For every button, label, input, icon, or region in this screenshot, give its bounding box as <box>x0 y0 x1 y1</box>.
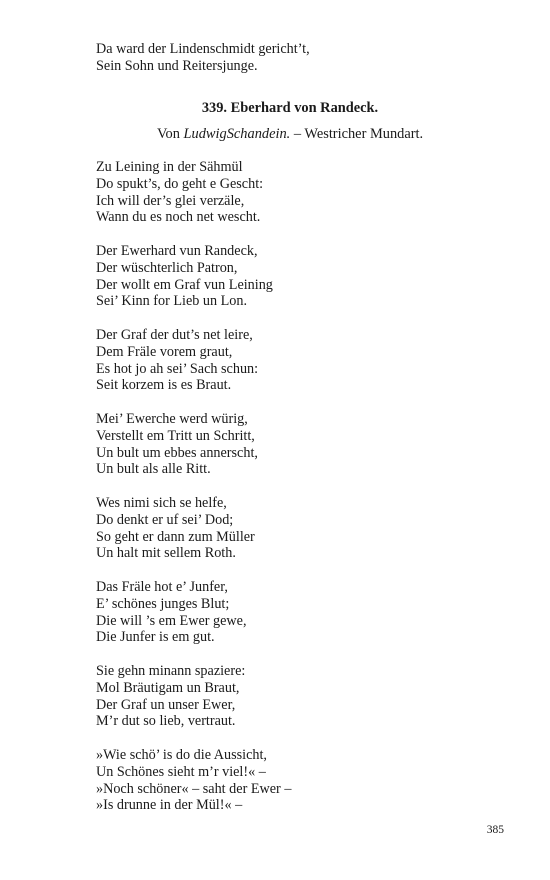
verse-line: Do spukt’s, do geht e Gescht: <box>96 175 264 192</box>
verse-line: Die Junfer is em gut. <box>96 629 215 646</box>
subtitle-suffix: – Westricher Mundart. <box>290 126 424 142</box>
verse-line: »Is drunne in der Mül!« – <box>96 797 243 814</box>
verse-line: »Noch schöner« – saht der Ewer – <box>96 780 292 797</box>
verse-line: Der Graf un unser Ewer, <box>96 696 236 713</box>
page-number: 385 <box>486 824 504 836</box>
verse-line: Mei’ Ewerche werd würig, <box>96 411 248 427</box>
verse-line: Das Fräle hot e’ Junfer, <box>96 579 228 595</box>
verse-line: Es hot jo ah sei’ Sach schun: <box>96 360 259 377</box>
stanza-8 <box>96 747 496 814</box>
verse-line: M’r dut so lieb, vertraut. <box>96 713 236 730</box>
stanza-5 <box>96 495 496 562</box>
verse-line: Sie gehn minann spaziere: <box>96 663 246 679</box>
subtitle-author: LudwigSchandein. <box>183 126 291 142</box>
verse-line: Seit korzem is es Braut. <box>96 377 232 394</box>
verse-line: Dem Fräle vorem graut, <box>96 343 233 360</box>
verse-line: Der wüschterlich Patron, <box>96 259 238 276</box>
stanza-1 <box>96 159 496 226</box>
subtitle-prefix: Von <box>157 126 184 142</box>
stanza-7 <box>96 663 496 730</box>
stanza-3 <box>96 327 496 394</box>
verse-line: Un bult um ebbes annerscht, <box>96 444 258 461</box>
verse-line: Wann du es noch net wescht. <box>96 209 261 226</box>
verse-line: Ich will der’s glei verzäle, <box>96 192 245 209</box>
verse-line: Zu Leining in der Sähmül <box>96 159 243 175</box>
stanza-4 <box>96 411 496 478</box>
stanza-2 <box>96 243 496 310</box>
verse-line: Wes nimi sich se helfe, <box>96 495 227 511</box>
verse-line: So geht er dann zum Müller <box>96 528 255 545</box>
verse-line: Do denkt er uf sei’ Dod; <box>96 511 234 528</box>
verse-line: Mol Bräutigam un Braut, <box>96 679 240 696</box>
verse-line: Verstellt em Tritt un Schritt, <box>96 427 255 444</box>
verse-line: Un Schönes sieht m’r viel!« – <box>96 763 266 780</box>
verse-line: Un bult als alle Ritt. <box>96 461 211 478</box>
poem-subtitle <box>157 125 423 143</box>
verse-line: Der Graf der dut’s net leire, <box>96 327 253 343</box>
verse-line: Un halt mit sellem Roth. <box>96 545 236 562</box>
verse-line: Der wollt em Graf vun Leining <box>96 276 273 293</box>
verse-line: Sei’ Kinn for Lieb un Lon. <box>96 293 248 310</box>
poem-title: 339. Eberhard von Randeck. <box>201 100 379 116</box>
text-line: Da ward der Lindenschmidt gericht’t, <box>96 41 310 57</box>
stanza-6 <box>96 579 496 646</box>
opening-lines <box>96 41 496 75</box>
verse-line: Der Ewerhard vun Randeck, <box>96 243 258 259</box>
verse-line: E’ schönes junges Blut; <box>96 595 230 612</box>
verse-line: Die will ’s em Ewer gewe, <box>96 612 247 629</box>
verse-line: »Wie schö’ is do die Aussicht, <box>96 747 267 763</box>
text-line: Sein Sohn und Reitersjunge. <box>96 57 258 74</box>
